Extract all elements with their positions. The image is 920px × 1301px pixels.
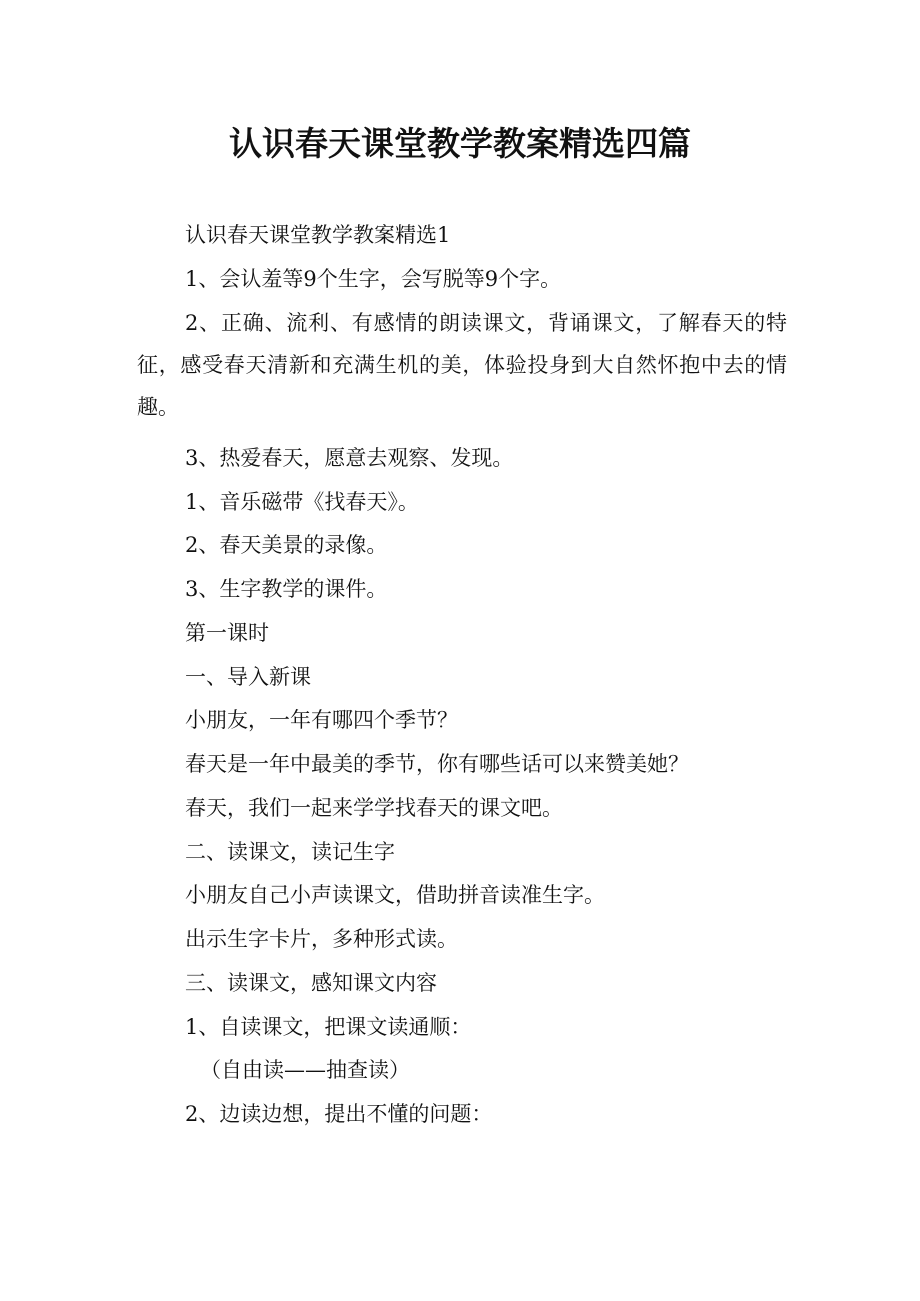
paragraph-1: 1、会认羞等9个生字，会写脱等9个字。 (185, 267, 562, 291)
paragraph-14: 出示生字卡片，多种形式读。 (185, 927, 458, 951)
paragraph-7: 第一课时 (185, 621, 269, 645)
paragraph-15: 三、读课文，感知课文内容 (185, 971, 437, 995)
paragraph-3: 3、热爱春天，愿意去观察、发现。 (185, 446, 514, 470)
paragraph-10: 春天是一年中最美的季节，你有哪些话可以来赞美她？ (185, 752, 689, 776)
paragraph-2: 2、正确、流利、有感情的朗读课文，背诵课文，了解春天的特征，感受春天清新和充满生机的美，体验投身到大自然怀抱中去的情趣。 (137, 311, 787, 419)
paragraph-13: 小朋友自己小声读课文，借助拼音读准生字。 (185, 883, 605, 907)
paragraph-6: 3、生字教学的课件。 (185, 577, 388, 601)
paragraph-4: 1、音乐磁带《找春天》。 (185, 490, 419, 514)
paragraph-11: 春天，我们一起来学学找春天的课文吧。 (185, 796, 563, 820)
paragraph-12: 二、读课文，读记生字 (185, 840, 395, 864)
paragraph-8: 一、导入新课 (185, 665, 311, 689)
document-title: 认识春天课堂教学教案精选四篇 (229, 124, 691, 163)
paragraph-9: 小朋友，一年有哪四个季节？ (185, 708, 458, 732)
section-heading: 认识春天课堂教学教案精选1 (185, 223, 451, 247)
paragraph-5: 2、春天美景的录像。 (185, 533, 388, 557)
paragraph-17: （自由读——抽查读） (200, 1058, 410, 1082)
paragraph-16: 1、自读课文，把课文读通顺： (185, 1015, 472, 1039)
paragraph-18: 2、边读边想，提出不懂的问题： (185, 1102, 493, 1126)
